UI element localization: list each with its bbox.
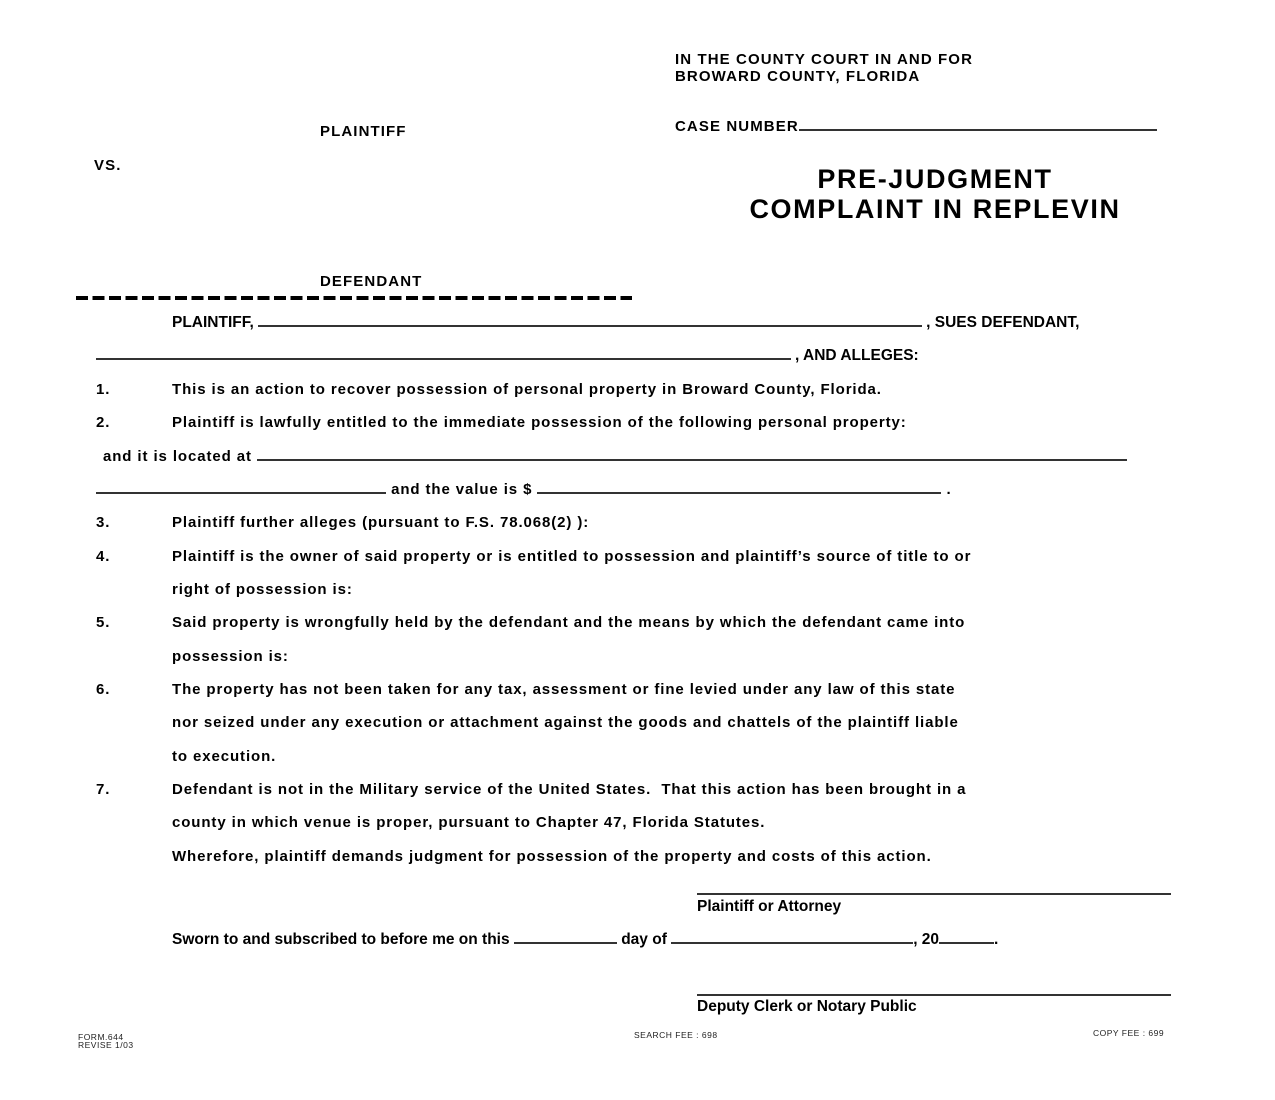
sworn-line: [172, 931, 998, 949]
value-period: .: [946, 481, 952, 498]
intro-line2: [96, 347, 919, 365]
value-amount-input[interactable]: [537, 492, 941, 494]
value-label: and the value is $: [391, 481, 533, 498]
case-number-field: [675, 118, 1157, 135]
paragraph-1-text: This is an action to recover possession of personal property in Broward County, Florida.: [172, 381, 882, 398]
plaintiff-signature-line[interactable]: [697, 893, 1171, 895]
form-title-line2: COMPLAINT IN REPLEVIN: [749, 194, 1121, 224]
and-alleges-text: , AND ALLEGES:: [795, 347, 919, 364]
caption-divider: [76, 296, 632, 300]
year-prefix: , 20: [913, 931, 940, 948]
sworn-prefix: Sworn to and subscribed to before me on this: [172, 931, 510, 948]
search-fee: SEARCH FEE : 698: [634, 1030, 718, 1040]
property-description-input[interactable]: [96, 492, 386, 494]
paragraph-5-number: 5.: [96, 614, 111, 631]
court-name-line2: BROWARD COUNTY, FLORIDA: [675, 68, 921, 85]
paragraph-2-text: Plaintiff is lawfully entitled to the immediate possession of the following personal property:: [172, 414, 907, 431]
paragraph-6-text-line2: nor seized under any execution or attachment against the goods and chattels of the plaintiff liable: [172, 714, 959, 731]
plaintiff-caption-label: PLAINTIFF: [320, 123, 407, 140]
sues-defendant-text: , SUES DEFENDANT,: [926, 314, 1080, 331]
value-line: [96, 481, 952, 498]
location-input[interactable]: [257, 459, 1127, 461]
paragraph-7-text-line1: Defendant is not in the Military service of the United States. That this action has been brought in a: [172, 781, 967, 798]
form-number: FORM.644: [78, 1032, 124, 1042]
year-suffix: .: [994, 931, 999, 948]
paragraph-4-text-line2: right of possession is:: [172, 581, 353, 598]
located-label: and it is located at: [103, 448, 252, 465]
plaintiff-prefix: PLAINTIFF,: [172, 314, 254, 331]
form-title-line1: PRE-JUDGMENT: [817, 164, 1053, 194]
clerk-signature-line[interactable]: [697, 994, 1171, 996]
plaintiff-name-input[interactable]: [258, 325, 922, 327]
paragraph-4-number: 4.: [96, 548, 111, 565]
sworn-month-input[interactable]: [671, 942, 913, 944]
paragraph-1-number: 1.: [96, 381, 111, 398]
intro-line1: [172, 314, 1079, 332]
paragraph-3-text: Plaintiff further alleges (pursuant to F.S. 78.068(2) ):: [172, 514, 590, 531]
paragraph-3-number: 3.: [96, 514, 111, 531]
copy-fee: COPY FEE : 699: [1093, 1028, 1165, 1038]
location-line: [103, 448, 1127, 465]
wherefore-clause: Wherefore, plaintiff demands judgment for possession of the property and costs of this action.: [172, 848, 932, 865]
vs-label: VS.: [94, 157, 122, 174]
case-number-input[interactable]: [799, 129, 1157, 131]
paragraph-2-number: 2.: [96, 414, 111, 431]
plaintiff-or-attorney-label: Plaintiff or Attorney: [697, 898, 842, 915]
sworn-day-input[interactable]: [514, 942, 617, 944]
paragraph-7-number: 7.: [96, 781, 111, 798]
paragraph-7-text-line2: county in which venue is proper, pursuant to Chapter 47, Florida Statutes.: [172, 814, 766, 831]
paragraph-5-text-line1: Said property is wrongfully held by the defendant and the means by which the defendant came into: [172, 614, 966, 631]
defendant-caption-label: DEFENDANT: [320, 273, 423, 290]
paragraph-6-number: 6.: [96, 681, 111, 698]
paragraph-5-text-line2: possession is:: [172, 648, 289, 665]
sworn-year-input[interactable]: [939, 942, 994, 944]
defendant-name-input[interactable]: [96, 358, 791, 360]
paragraph-6-text-line1: The property has not been taken for any tax, assessment or fine levied under any law of this state: [172, 681, 956, 698]
deputy-clerk-label: Deputy Clerk or Notary Public: [697, 998, 917, 1015]
day-of-label: day of: [621, 931, 667, 948]
paragraph-6-text-line3: to execution.: [172, 748, 277, 765]
court-name-line1: IN THE COUNTY COURT IN AND FOR: [675, 51, 973, 68]
form-revision: REVISE 1/03: [78, 1040, 134, 1050]
paragraph-4-text-line1: Plaintiff is the owner of said property or is entitled to possession and plaintiff’s source of title to or: [172, 548, 972, 565]
case-number-label: CASE NUMBER: [675, 118, 799, 135]
